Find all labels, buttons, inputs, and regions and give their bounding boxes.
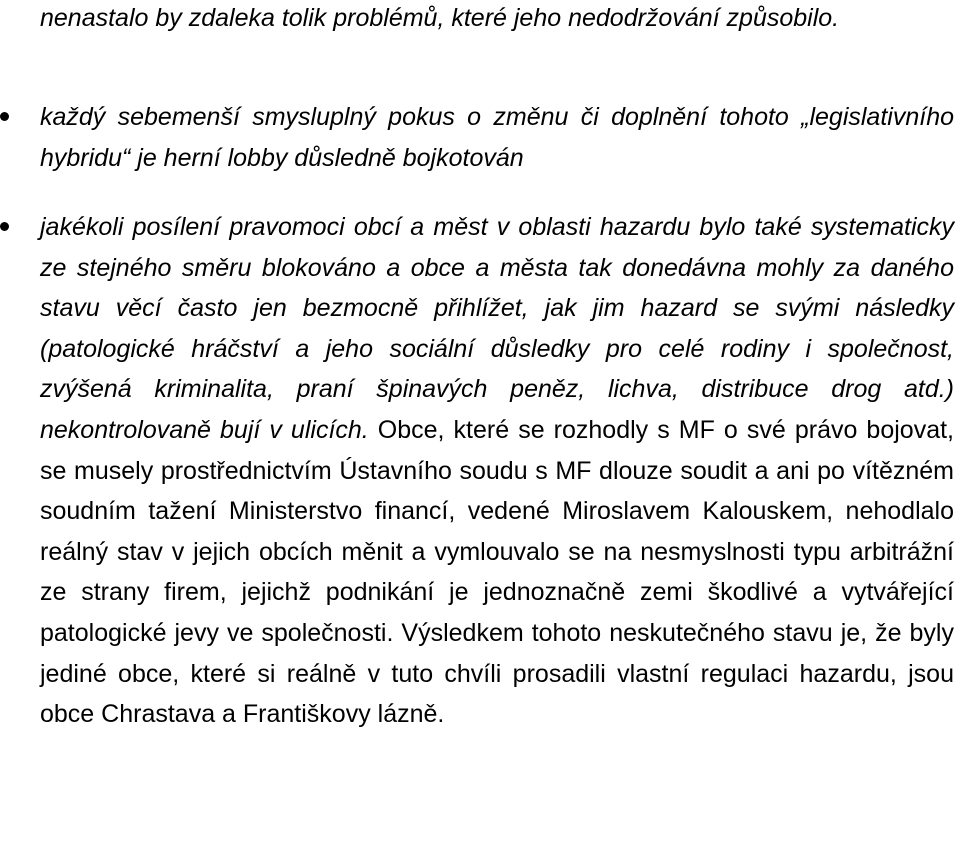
bullet-icon: [0, 222, 14, 236]
bullet-item-2: [40, 207, 954, 735]
bullet-item-1-text: každý sebemenší smysluplný pokus o změnu či doplnění tohoto „legislativního hybridu“ je herní lobby důsledně bojkotován: [40, 103, 954, 172]
bullet-item-2-italic-text: jakékoli posílení pravomoci obcí a měst v oblasti hazardu bylo také systematicky ze stejného směru blokováno a obce a města tak donedávna mohly za daného stavu věcí často jen bezmocně přihlížet, jak jim hazard se svými následky (patologické hráčství a jeho sociální důsledky pro celé rodiny i společnost, zvýšená kriminalita, praní špinavých peněz, lichva, distribuce drog atd.) nekontrolovaně bují v ulicích.: [40, 213, 954, 444]
intro-paragraph: [40, 0, 954, 39]
intro-paragraph-text: nenastalo by zdaleka tolik problémů, které jeho nedodržování způsobilo.: [40, 4, 840, 32]
bullet-item-2-regular-text: Obce, které se rozhodly s MF o své právo bojovat, se musely prostřednictvím Ústavního soudu s MF dlouze soudit a ani po vítězném soudním tažení Ministerstvo financí, vedené Miroslavem Kalouskem, nehodlalo reálný stav v jejich obcích měnit a vymlouvalo se na nesmyslnosti typu arbitrážní ze strany firem, jejichž podnikání je jednoznačně zemi škodlivé a vytvářející patologické jevy ve společnosti. Výsledkem tohoto neskutečného stavu je, že byly jediné obce, které si reálně v tuto chvíli prosadili vlastní regulaci hazardu, jsou obce Chrastava a Františkovy lázně.: [40, 415, 954, 729]
bullet-icon: [0, 112, 14, 126]
bullet-item-1: [40, 97, 954, 178]
